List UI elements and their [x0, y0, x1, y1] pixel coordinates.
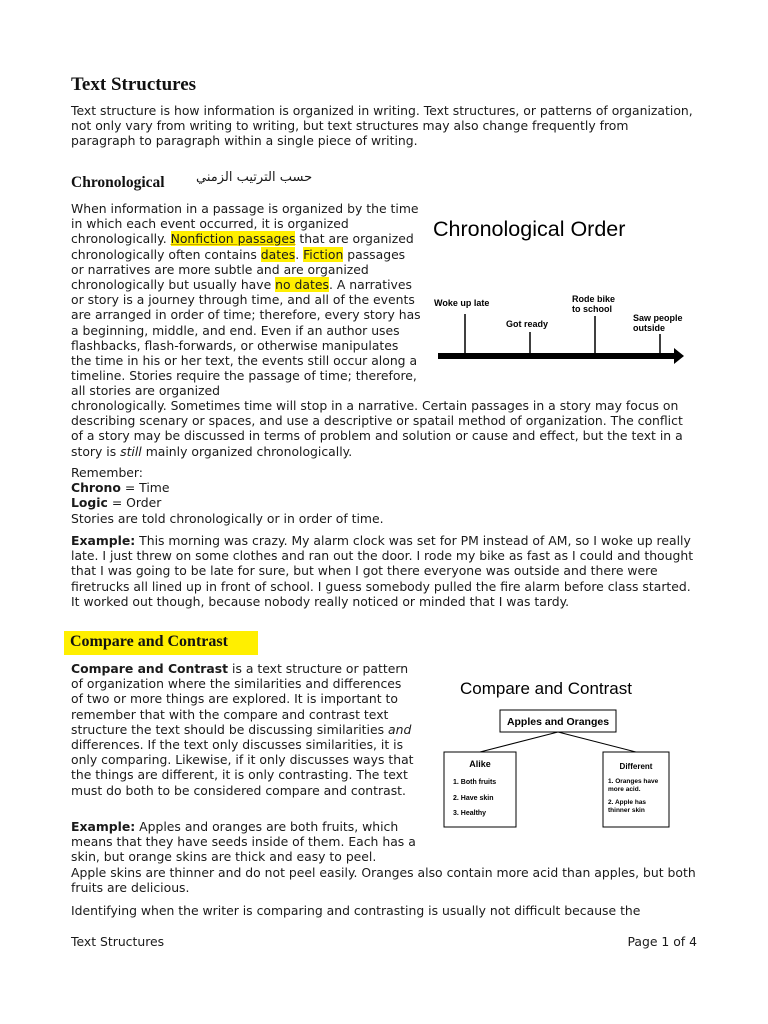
timeline-axis	[438, 353, 676, 359]
chronological-paragraph-continued: chronologically. Sometimes time will stop in a narrative. Certain passages in a story may focus on describing scenary or spaces, and use a descriptive or spatail method of organization. The conflict of a story may be discussed in terms of problem and solution or cause and effect, but the text in a story is still mainly organized chronologically.	[71, 398, 683, 459]
identifying-paragraph: Identifying when the writer is comparing and contrasting is usually not difficult because the	[71, 903, 641, 918]
alike-title: Alike	[469, 759, 491, 769]
page-title: Text Structures	[71, 74, 197, 95]
connector-line	[558, 732, 636, 752]
event-label: Woke up late	[434, 298, 490, 308]
compare-contrast-heading-box	[64, 631, 258, 655]
highlight-fiction: Fiction	[303, 246, 344, 262]
different-item: 2. Apple has	[608, 799, 647, 806]
compare-contrast-heading: Compare and Contrast	[70, 633, 228, 650]
chronological-example: Example: This morning was crazy. My alarm clock was set for PM instead of AM, so I woke up really late. I just threw on some clothes and ran out the door. I rode my bike as fast as I could and thought that I was going to be late for sure, but when I got there everyone was outside and there were firetrucks all lined up in front of school. I guess somebody pulled the fire alarm before class started. It worked out though, because nobody really noticed or minded that I was tardy.	[71, 533, 694, 609]
highlight-no-dates: no dates	[275, 277, 329, 293]
compare-example-continued: Apple skins are thinner and do not peel easily. Oranges also contain more acid than apples, but both fruits are delicious.	[71, 865, 696, 896]
alike-item: 3. Healthy	[453, 810, 487, 817]
connector-line	[480, 732, 558, 752]
chronological-order-figure	[430, 210, 690, 380]
chronological-paragraph: When information in a passage is organized by the time in which each event occurred, it is organized chronologically. Nonfiction passages that are organized chronologically often contains dates. Fiction passages or narratives are more subtle and are organized chronologically but usually have no dates. A narratives or story is a journey through time, and all of the events are arranged in order of time; therefore, every story has a beginning, middle, and end. Even if an author uses flashbacks, flash-forwards, or otherwise manipulates the time in his or her text, the events still occur along a timeline. Stories require the passage of time; therefore, all stories are organized	[71, 201, 421, 399]
intro-paragraph: Text structure is how information is organized in writing. Text structures, or patterns of organization, not only vary from writing to writing, but text structures may also change frequently from paragraph to paragraph within a single piece of writing.	[71, 103, 693, 149]
different-item: thinner skin	[608, 807, 645, 814]
compare-example: Example: Apples and oranges are both fruits, which means that they have seeds inside of them. Each has a skin, but orange skins are thick and easy to peel.	[71, 819, 416, 865]
figure-title: Compare and Contrast	[460, 679, 632, 698]
compare-paragraph: Compare and Contrast is a text structure or pattern of organization where the similarities and differences of two or more things are explored. It is important to remember that with the compare and contrast text structure the text should be discussing similarities and differences. If the text only discusses similarities, it is only comparing. Likewise, if it only discusses ways that the things are different, it is only contrasting. The text must do both to be considered compare and contrast.	[71, 661, 414, 798]
remember-block: Remember: Chrono = Time Logic = Order Stories are told chronologically or in order of time.	[71, 465, 384, 526]
figure-title: Chronological Order	[433, 217, 626, 241]
event-label: outside	[633, 323, 666, 333]
timeline-arrowhead	[674, 348, 684, 364]
highlight-dates: dates	[260, 246, 296, 262]
event-label: Saw people	[633, 313, 683, 323]
alike-item: 2. Have skin	[453, 795, 494, 802]
event-label: Got ready	[506, 319, 549, 329]
chronological-heading: Chronological	[71, 174, 165, 191]
topic-label: Apples and Oranges	[506, 716, 610, 728]
compare-contrast-figure	[440, 672, 680, 842]
alike-item: 1. Both fruits	[453, 779, 497, 786]
different-item: more acid.	[608, 786, 641, 793]
page-number: Page 1 of 4	[627, 934, 697, 949]
different-title: Different	[619, 762, 653, 771]
different-item: 1. Oranges have	[608, 778, 659, 785]
event-label: Rode bike	[572, 294, 616, 304]
footer-left: Text Structures	[71, 934, 165, 949]
arabic-translation: حسب الترتيب الزمني	[196, 170, 313, 185]
highlight-nonfiction: Nonfiction passages	[170, 231, 296, 247]
event-label: to school	[572, 304, 612, 314]
